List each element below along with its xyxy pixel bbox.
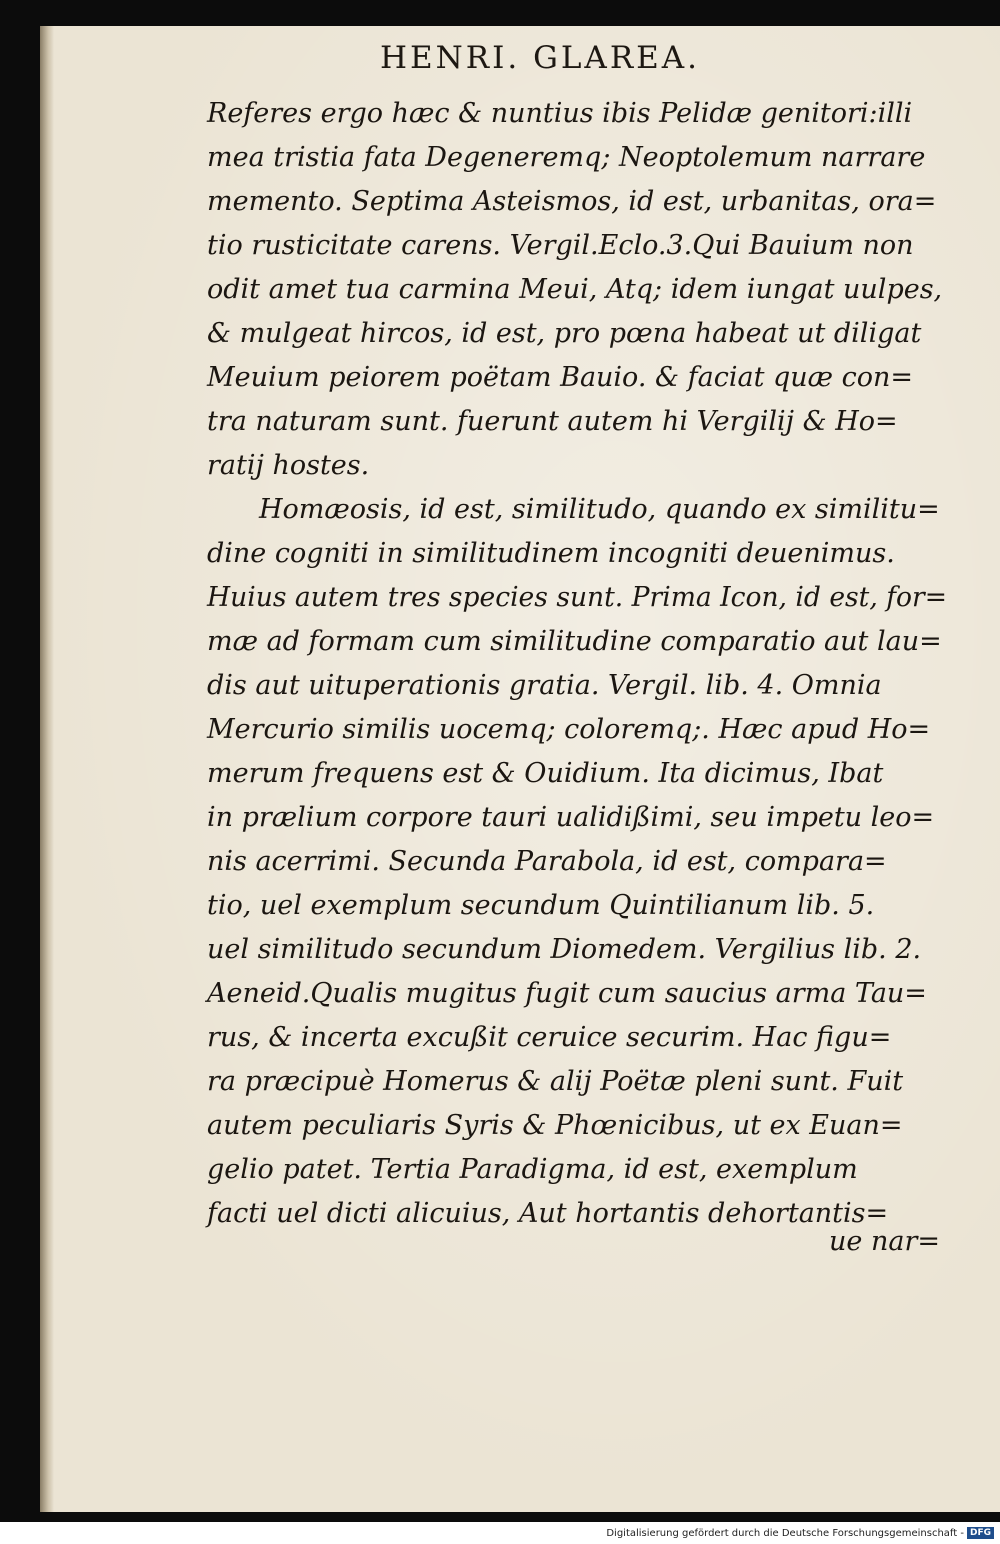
body-text	[207, 92, 947, 1236]
text-line: tra naturam sunt. fuerunt autem hi Vergilij & Ho=	[207, 406, 898, 437]
text-line: Aeneid.Qualis mugitus fugit cum saucius arma Tau=	[207, 978, 927, 1009]
text-line: Meuium peiorem poëtam Bauio. & faciat quæ con=	[207, 362, 914, 393]
text-line: ratij hostes.	[207, 450, 370, 481]
catchword: ue nar=	[829, 1226, 940, 1257]
text-line: tio, uel exemplum secundum Quintilianum lib. 5.	[207, 890, 875, 921]
text-line: mea tristia fata Degeneremq; Neoptolemum narrare	[207, 142, 926, 173]
text-line: rus, & incerta excußit ceruice securim. Hac figu=	[207, 1022, 892, 1053]
text-line: nis acerrimi. Secunda Parabola, id est, compara=	[207, 846, 887, 877]
text-line: memento. Septima Asteismos, id est, urbanitas, ora=	[207, 186, 937, 217]
credit-text: Digitalisierung gefördert durch die Deutsche Forschungsgemeinschaft -	[606, 1528, 964, 1539]
text-line: & mulgeat hircos, id est, pro pœna habeat ut diligat	[207, 318, 922, 349]
text-line: gelio patet. Tertia Paradigma, id est, exemplum	[207, 1154, 858, 1185]
text-line: Mercurio similis uocemq; coloremq;. Hæc apud Ho=	[207, 714, 931, 745]
page-gutter-shadow	[40, 26, 54, 1512]
text-line: ra præcipuè Homerus & alij Poëtæ pleni sunt. Fuit	[207, 1066, 904, 1097]
text-line: mæ ad formam cum similitudine comparatio aut lau=	[207, 626, 942, 657]
text-line: uel similitudo secundum Diomedem. Vergilius lib. 2.	[207, 934, 922, 965]
running-head: HENRI. GLAREA.	[380, 40, 701, 76]
text-line: Huius autem tres species sunt. Prima Icon, id est, for=	[207, 582, 947, 613]
text-line: dis aut uituperationis gratia. Vergil. lib. 4. Omnia	[207, 670, 882, 701]
text-line: tio rusticitate carens. Vergil.Eclo.3.Qui Bauium non	[207, 230, 914, 261]
text-line: in prælium corpore tauri ualidißimi, seu impetu leo=	[207, 802, 935, 833]
digitization-credit	[600, 1527, 994, 1541]
text-line: facti uel dicti alicuius, Aut hortantis dehortantis=	[207, 1198, 889, 1229]
text-line: Referes ergo hæc & nuntius ibis Pelidæ genitori:illi	[207, 98, 913, 129]
text-line: odit amet tua carmina Meui, Atq; idem iungat uulpes,	[207, 274, 943, 305]
text-line: autem peculiaris Syris & Phœnicibus, ut ex Euan=	[207, 1110, 903, 1141]
text-line: dine cogniti in similitudinem incogniti deuenimus.	[207, 538, 895, 569]
dfg-logo-icon: DFG	[967, 1527, 994, 1539]
text-line: Homæosis, id est, similitudo, quando ex similitu=	[259, 494, 940, 525]
text-line: merum frequens est & Ouidium. Ita dicimus, Ibat	[207, 758, 884, 789]
